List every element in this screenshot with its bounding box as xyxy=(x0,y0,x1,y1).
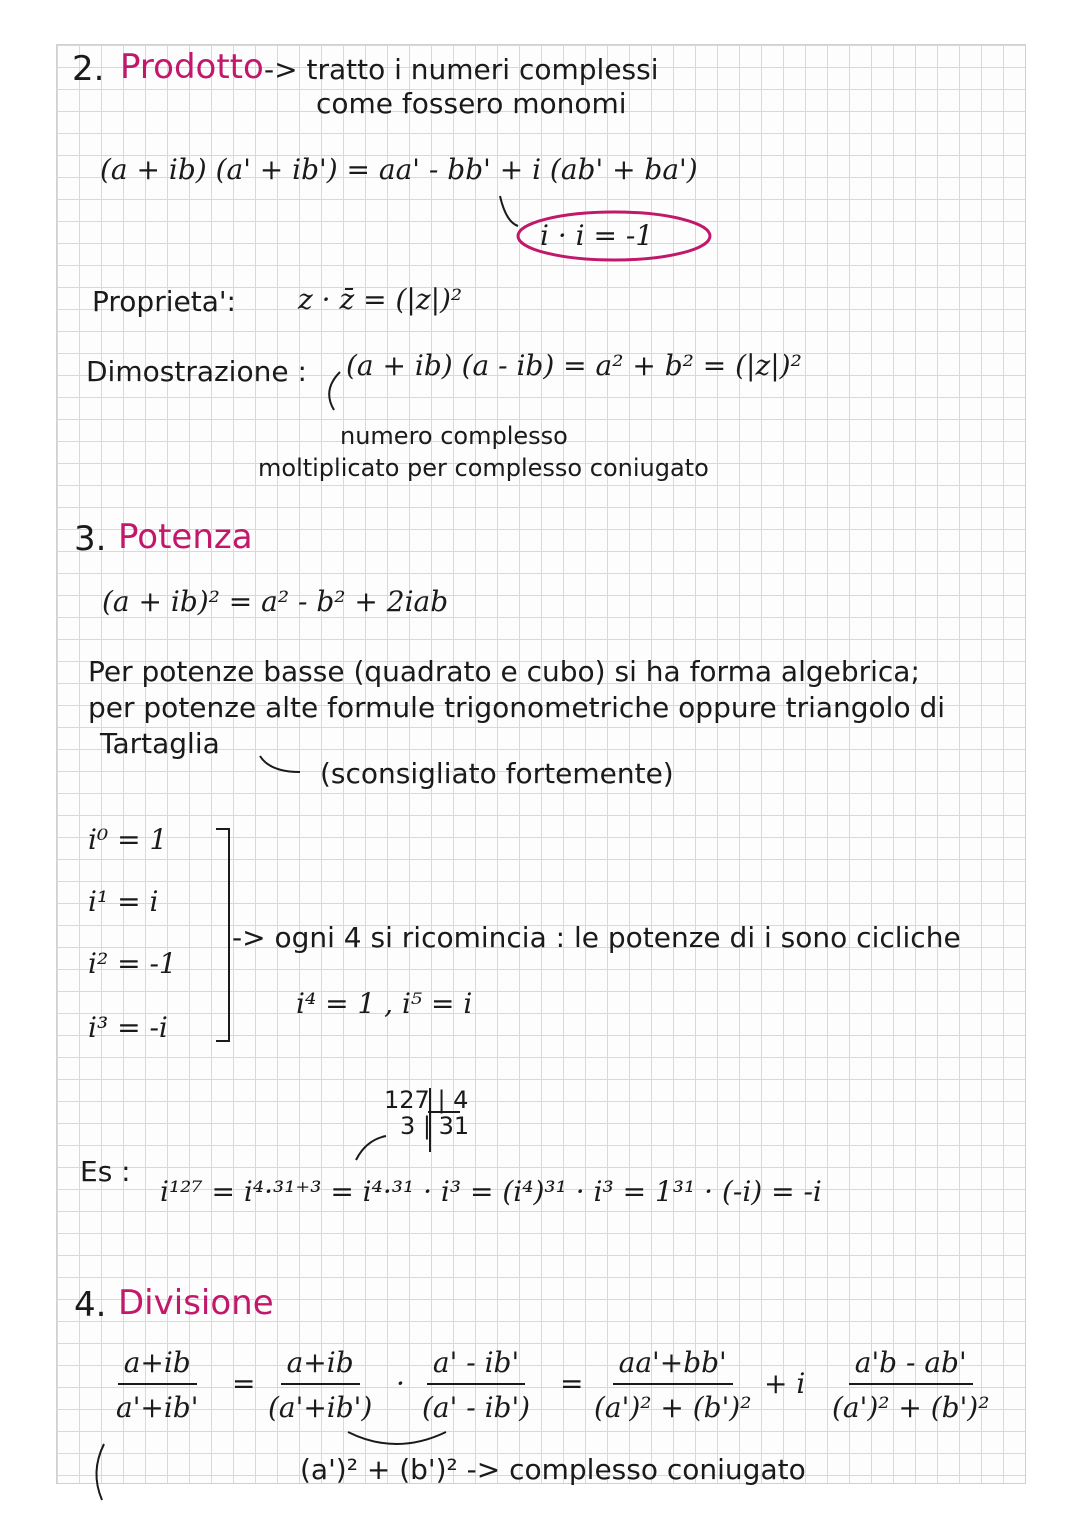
power-i-1: i¹ = i xyxy=(88,885,159,918)
fraction-3-denominator: (a' - ib') xyxy=(422,1391,531,1424)
dot: · xyxy=(396,1367,405,1400)
cycle-equation: i⁴ = 1 , i⁵ = i xyxy=(296,987,473,1020)
section-2-title: Prodotto xyxy=(120,47,264,87)
cycle-text: -> ogni 4 si ricomincia : le potenze di i sono cicliche xyxy=(232,921,961,954)
fraction-2-denominator: (a'+ib') xyxy=(268,1391,373,1424)
i-squared-note: i · i = -1 xyxy=(540,219,654,252)
example-formula: i¹²⁷ = i⁴·³¹⁺³ = i⁴·³¹ · i³ = (i⁴)³¹ · i³ = 1³¹ · (-i) = -i xyxy=(160,1175,822,1208)
proof-note-1: numero complesso xyxy=(340,422,568,450)
power-formula: (a + ib)² = a² - b² + 2iab xyxy=(102,585,449,618)
section-2-number: 2. xyxy=(72,49,105,89)
fraction-1-numerator: a+ib xyxy=(118,1346,197,1385)
section-2-arrow-text: -> tratto i numeri complessi xyxy=(264,53,659,86)
product-formula: (a + ib) (a' + ib') = aa' - bb' + i (ab' + ba') xyxy=(100,153,698,186)
proof-note-2: moltiplicato per complesso coniugato xyxy=(258,454,709,482)
power-i-2: i² = -1 xyxy=(88,947,177,980)
power-text-2: per potenze alte formule trigonometriche oppure triangolo di xyxy=(88,691,946,724)
equals-1: = xyxy=(232,1367,256,1400)
equals-2: = xyxy=(560,1367,584,1400)
example-label: Es : xyxy=(80,1155,131,1188)
fraction-1-denominator: a'+ib' xyxy=(116,1391,199,1424)
left-arrow xyxy=(96,1444,104,1500)
section-4-title: Divisione xyxy=(118,1283,274,1323)
division-bottom: 3 | 31 xyxy=(400,1112,470,1140)
property-formula: z · z̄ = (|z|)² xyxy=(298,283,463,316)
property-label: Proprieta': xyxy=(92,285,236,318)
power-text-3: Tartaglia xyxy=(100,727,220,760)
fraction-4-numerator: aa'+bb' xyxy=(613,1346,733,1385)
proof-arrow xyxy=(329,372,340,410)
tartaglia-arrow xyxy=(260,756,300,772)
power-i-0: i⁰ = 1 xyxy=(88,823,168,856)
section-3-number: 3. xyxy=(74,519,107,559)
fraction-3-numerator: a' - ib' xyxy=(427,1346,525,1385)
example-arrow xyxy=(356,1136,386,1160)
division-bottom-note: (a')² + (b')² -> complesso coniugato xyxy=(300,1453,806,1486)
section-2-arrow-text-2: come fossero monomi xyxy=(316,87,627,120)
section-4-number: 4. xyxy=(74,1285,107,1325)
proof-label: Dimostrazione : xyxy=(86,355,307,388)
power-text-1: Per potenze basse (quadrato e cubo) si ha forma algebrica; xyxy=(88,655,920,688)
note-arrow xyxy=(500,196,518,226)
section-3-title: Potenza xyxy=(118,517,253,557)
proof-formula: (a + ib) (a - ib) = a² + b² = (|z|)² xyxy=(346,349,802,382)
fraction-5-denominator: (a')² + (b')² xyxy=(832,1391,990,1424)
plus-i: + i xyxy=(764,1367,806,1400)
denominator-brace xyxy=(348,1432,446,1444)
fraction-2-numerator: a+ib xyxy=(281,1346,360,1385)
i-squared-circle xyxy=(518,212,710,260)
power-text-3-note: (sconsigliato fortemente) xyxy=(320,757,674,790)
fraction-5-numerator: a'b - ab' xyxy=(849,1346,973,1385)
power-i-3: i³ = -i xyxy=(88,1011,168,1044)
division-top: 127 | 4 xyxy=(384,1086,469,1114)
fraction-4-denominator: (a')² + (b')² xyxy=(594,1391,752,1424)
